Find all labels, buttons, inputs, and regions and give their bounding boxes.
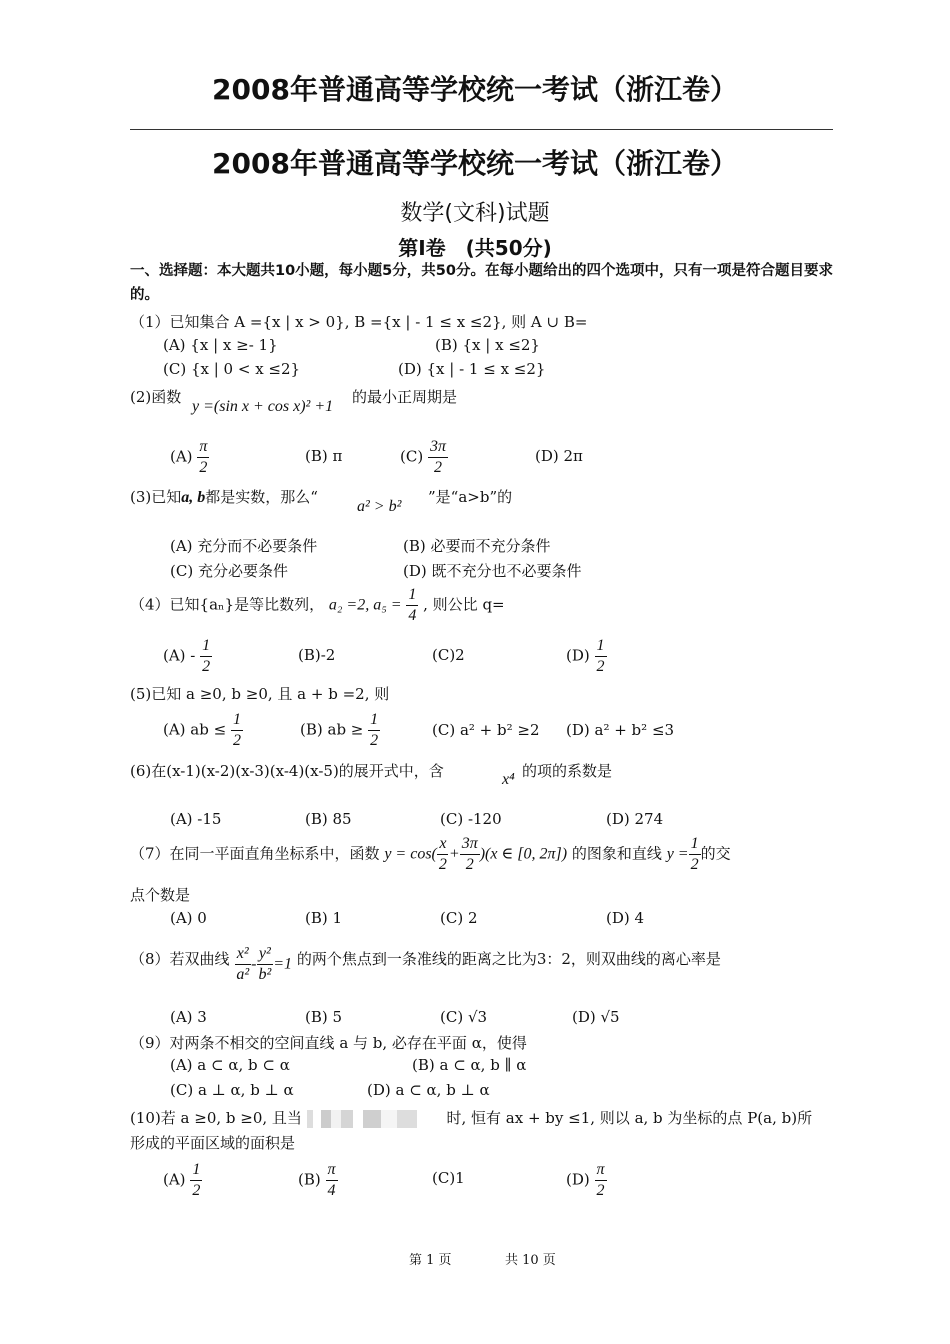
q10-prefix: (10)若 a ≥0, b ≥0, 且当 [130,1109,302,1127]
q7-plus: + [448,845,460,863]
q2-c-numerator: 3π [428,437,448,458]
q4-option-d: (D) [566,646,590,665]
q10-a-numerator: 1 [190,1160,202,1181]
q2-c-denominator: 2 [433,459,442,476]
q10-option-b: (B) [298,1170,321,1189]
q4-prefix: （4）已知{aₙ}是等比数列， [130,595,325,614]
q7-fraction-3pi [460,834,480,875]
q4-option-a: (A) - [163,646,196,665]
q6-suffix: 的项的系数是 [522,762,613,780]
q7-option-d: (D) 4 [606,909,645,927]
q2-option-c: (C) [400,447,424,466]
q10-option-c: (C)1 [432,1169,465,1187]
q4-d-numerator: 1 [595,636,607,657]
q10-option-a: (A) [163,1170,186,1189]
subject-title: 数学(文科)试题 [400,201,550,226]
q7-f2-denominator: 2 [465,856,474,873]
q1-option-d: (D) {x | - 1 ≤ x ≤2} [398,360,546,378]
q10-option-a-fraction [190,1160,202,1201]
q3-option-b: (B) 必要而不充分条件 [403,537,551,555]
doc-title: 2008年普通高等学校统一考试（浙江卷） [212,147,738,180]
q4-option-a-fraction [200,636,212,677]
q8-f2-numerator: y² [257,944,273,965]
q8-fraction-y [256,944,273,985]
q3-option-d: (D) 既不充分也不必要条件 [403,562,582,580]
q10-option-d: (D) [566,1170,590,1189]
q5-option-a: (A) ab ≤ [163,720,227,739]
q2-suffix: 的最小正周期是 [352,388,458,406]
q4-option-b: (B)-2 [298,646,336,664]
q10-suffix: 时, 恒有 ax + by ≤1, 则以 a, b 为坐标的点 P(a, b)所 [446,1109,813,1127]
q7-line-expression: y = [666,845,689,863]
q8-option-d: (D) √5 [572,1008,620,1026]
q4-option-c: (C)2 [432,646,465,664]
q10-option-b-fraction [326,1160,338,1201]
q7-option-c: (C) 2 [440,909,478,927]
q4-suffix: , 则公比 q= [423,595,505,614]
q7-option-a: (A) 0 [170,909,207,927]
footer-page-total: 共 10 页 [505,1253,556,1268]
q7-f3-denominator: 2 [690,856,699,873]
footer-page-number: 第 1 页 [409,1253,452,1268]
q2-a-denominator: 2 [199,459,208,476]
q9-option-a: (A) a ⊂ α, b ⊂ α [170,1056,290,1074]
q10-obscured-formula [307,1110,442,1128]
q4-denominator: 4 [408,607,417,624]
header-divider [130,129,833,130]
q8-f1-denominator: a² [236,966,250,983]
q2-option-d: (D) 2π [535,447,583,465]
q4-a-numerator: 1 [200,636,212,657]
q2-option-a-fraction [197,437,209,478]
q8-option-a: (A) 3 [170,1008,207,1026]
q9-option-c: (C) a ⊥ α, b ⊥ α [170,1081,294,1099]
q6-option-d: (D) 274 [606,810,664,828]
q7-f2-numerator: 3π [460,834,480,855]
q8-option-b: (B) 5 [305,1008,343,1026]
q10-d-numerator: π [595,1160,607,1181]
q9-stem: （9）对两条不相交的空间直线 a 与 b, 必存在平面 α，使得 [130,1034,527,1052]
q8-option-c: (C) √3 [440,1008,488,1026]
q3-option-a: (A) 充分而不必要条件 [170,537,318,555]
q9-option-b: (B) a ⊂ α, b ∥ α [412,1056,527,1074]
q8-equals: =1 [273,955,293,973]
q7-fraction-x [437,834,449,875]
q7-fraction-half [689,834,701,875]
q7-middle: 的图象和直线 [571,844,662,863]
q6-term: x⁴ [502,771,515,788]
q10-b-numerator: π [326,1160,338,1181]
q9-option-d: (D) a ⊂ α, b ⊥ α [367,1081,490,1099]
q5-option-a-fraction [231,710,243,751]
q3-prefix: (3)已知 [130,488,182,506]
q7-line2: 点个数是 [130,886,191,904]
q3-suffix: ”是“a>b”的 [428,488,513,506]
q1-stem: （1）已知集合 A ={x | x > 0}, B ={x | - 1 ≤ x ≤2}, 则 A ∪ B= [130,313,588,331]
q6-stem: (6)在(x-1)(x-2)(x-3)(x-4)(x-5)的展开式中，含 [130,762,444,780]
q10-d-denominator: 2 [596,1182,605,1199]
q4-a-denominator: 2 [202,658,211,675]
q8-f2-denominator: b² [258,966,272,983]
q2-a-numerator: π [197,437,209,458]
q5-b-numerator: 1 [368,710,380,731]
q5-stem: (5)已知 a ≥0, b ≥0, 且 a + b =2, 则 [130,685,390,703]
q4-fraction [406,585,418,626]
q2-prefix: (2)函数 [130,388,182,406]
q7-prefix: （7）在同一平面直角坐标系中，函数 [130,844,380,863]
q7-expression-start: y = cos( [384,845,437,863]
q6-option-a: (A) -15 [170,810,222,828]
q2-option-c-fraction [428,437,448,478]
q8-minus: - [251,955,257,973]
q3-variables: a, b [181,489,206,506]
q1-option-a: (A) {x | x ≥- 1} [163,336,278,354]
q10-b-denominator: 4 [327,1182,336,1199]
q4-expression: a₂ =2, a₅ = [328,596,402,614]
q2-option-b: (B) π [305,447,343,465]
part-title: 第Ⅰ卷 (共50分) [398,236,552,260]
q4-d-denominator: 2 [596,658,605,675]
q5-option-b: (B) ab ≥ [300,720,364,739]
q7-f1-numerator: x [437,834,448,855]
q10-line2: 形成的平面区域的面积是 [130,1134,296,1152]
q6-option-b: (B) 85 [305,810,352,828]
q8-f1-numerator: x² [235,944,251,965]
q2-option-a: (A) [170,447,193,466]
q5-option-d: (D) a² + b² ≤3 [566,721,675,739]
q5-a-denominator: 2 [232,732,241,749]
q7-f1-denominator: 2 [438,856,447,873]
section-intro: 一、选择题：本大题共10小题，每小题5分，共50分。在每小题给出的四个选项中，只有一项是符合题目要求的。 [130,263,833,303]
q7-expression-end: )(x ∈ [0, 2π]) [479,845,568,863]
q8-prefix: （8）若双曲线 [130,950,230,968]
q1-option-b: (B) {x | x ≤2} [435,336,540,354]
header-title: 2008年普通高等学校统一考试（浙江卷） [212,73,738,106]
q8-suffix: 的两个焦点到一条准线的距离之比为3：2，则双曲线的离心率是 [296,950,721,968]
q5-option-c: (C) a² + b² ≥2 [432,721,540,739]
q4-numerator: 1 [406,585,418,606]
q8-fraction-x [234,944,251,985]
q3-middle: 都是实数，那么“ [205,488,318,506]
q7-suffix: 的交 [700,844,731,863]
q10-option-d-fraction [595,1160,607,1201]
q10-a-denominator: 2 [192,1182,201,1199]
q5-option-b-fraction [368,710,380,751]
q7-option-b: (B) 1 [305,909,343,927]
q3-expression: a² > b² [357,498,402,515]
q4-option-d-fraction [595,636,607,677]
q6-option-c: (C) -120 [440,810,502,828]
q5-b-denominator: 2 [370,732,379,749]
q7-f3-numerator: 1 [689,834,701,855]
q1-option-c: (C) {x | 0 < x ≤2} [163,360,301,378]
q3-option-c: (C) 充分必要条件 [170,562,288,580]
q2-expression: y =(sin x + cos x)² +1 [192,398,334,415]
q5-a-numerator: 1 [231,710,243,731]
